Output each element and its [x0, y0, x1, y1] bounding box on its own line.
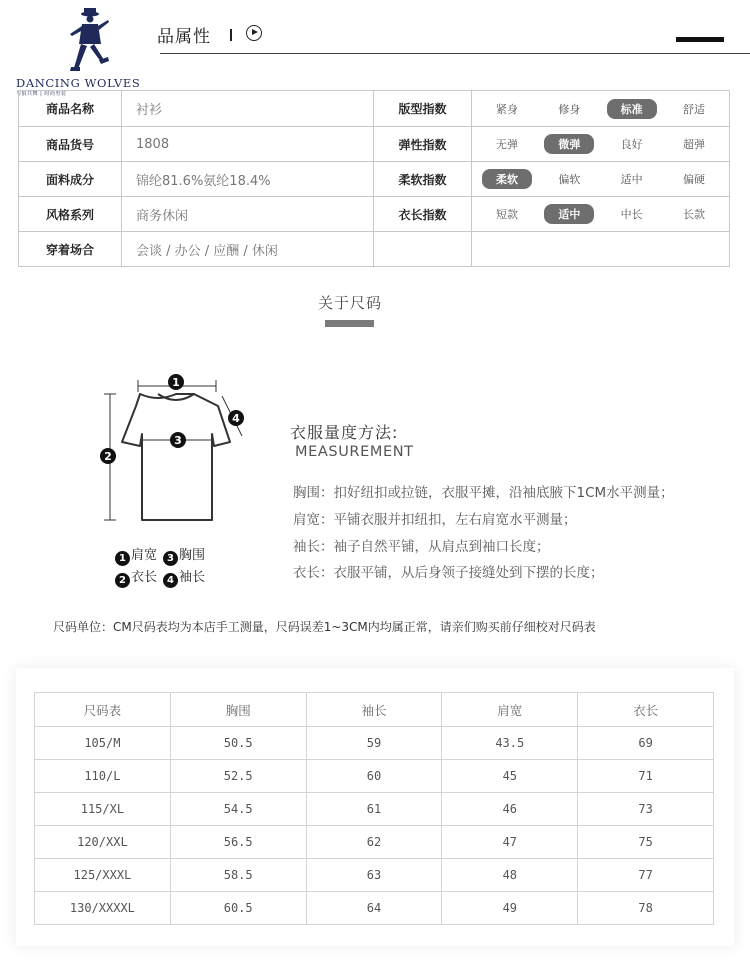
attr-value: 衬衫	[122, 91, 374, 127]
table-row	[35, 760, 714, 793]
attr-row	[19, 232, 730, 267]
diagram-legend-row	[115, 544, 205, 566]
index-option: 长款	[682, 208, 705, 221]
size-cell: 69	[578, 727, 714, 760]
brand-name: DANCING WOLVES	[16, 76, 141, 90]
index-option-selected: 适中	[544, 204, 594, 224]
size-cell: 60.5	[170, 892, 306, 925]
index-option: 超弹	[682, 138, 705, 151]
index-option: 适中	[620, 173, 643, 186]
index-options	[472, 127, 730, 162]
size-cell: 54.5	[170, 793, 306, 826]
index-option: 短款	[496, 208, 518, 221]
tshirt-outline	[122, 394, 230, 520]
attr-row	[19, 162, 730, 197]
size-cell: 71	[578, 760, 714, 793]
legend-number: 1	[115, 551, 130, 566]
attr-key: 风格系列	[19, 197, 122, 232]
measurement-subtitle: MEASUREMENT	[295, 444, 414, 460]
size-chart-header: 胸围	[170, 693, 306, 727]
legend-number: 3	[163, 551, 178, 566]
attr-key: 面料成分	[19, 162, 122, 197]
title-separator	[230, 29, 232, 41]
header-accent-bar	[676, 37, 724, 42]
marker-1	[168, 374, 184, 390]
marker-3	[170, 432, 186, 448]
table-row	[35, 727, 714, 760]
size-cell: 77	[578, 859, 714, 892]
index-options	[472, 197, 730, 232]
attr-row	[19, 127, 730, 162]
legend-label: 肩宽	[131, 548, 158, 563]
size-cell: 78	[578, 892, 714, 925]
measurement-instruction: 袖长：袖子自然平铺，从肩点到袖口长度；	[293, 539, 550, 555]
index-option-selected: 标准	[607, 99, 657, 119]
index-key: 衣长指数	[374, 197, 472, 232]
size-cell: 47	[442, 826, 578, 859]
index-option: 紧身	[496, 102, 518, 116]
index-option-selected: 柔软	[482, 169, 532, 189]
attr-key: 穿着场合	[19, 232, 122, 267]
svg-text:4: 4	[232, 412, 240, 425]
attr-value: 1808	[122, 127, 374, 162]
index-option: 无弹	[496, 138, 518, 151]
svg-text:1: 1	[172, 376, 180, 389]
size-cell: 75	[578, 826, 714, 859]
size-cell: 115/XL	[35, 793, 171, 826]
index-key: 柔软指数	[374, 162, 472, 197]
diagram-legend-row	[115, 566, 205, 588]
size-cell: 110/L	[35, 760, 171, 793]
size-chart-header: 衣长	[578, 693, 714, 727]
size-cell: 60	[306, 760, 442, 793]
play-circle-icon	[246, 25, 262, 41]
svg-text:2: 2	[104, 450, 112, 463]
size-cell: 56.5	[170, 826, 306, 859]
size-chart-header: 尺码表	[35, 693, 171, 727]
section-title-bar	[325, 320, 374, 327]
measurement-title: 衣服量度方法:	[290, 423, 399, 442]
size-cell: 50.5	[170, 727, 306, 760]
attr-key: 商品货号	[19, 127, 122, 162]
legend-label: 胸围	[179, 548, 206, 563]
size-unit-note: 尺码单位：CM尺码表均为本店手工测量，尺码误差1~3CM内均属正常，请亲们购买前仔细校对尺码表	[53, 620, 596, 634]
size-cell: 46	[442, 793, 578, 826]
tshirt-measurement-diagram	[96, 370, 256, 530]
index-options	[472, 91, 730, 127]
legend-label: 袖长	[179, 570, 206, 585]
index-option: 良好	[620, 138, 643, 151]
size-chart-header: 袖长	[306, 693, 442, 727]
size-cell: 48	[442, 859, 578, 892]
product-attributes-table	[18, 90, 730, 267]
attr-value: 商务休闲	[122, 197, 374, 232]
table-row	[35, 859, 714, 892]
size-cell: 125/XXXL	[35, 859, 171, 892]
size-cell: 59	[306, 727, 442, 760]
size-chart-card	[16, 668, 734, 946]
attr-row	[19, 91, 730, 127]
index-option: 中长	[620, 208, 643, 221]
size-cell: 73	[578, 793, 714, 826]
size-cell: 105/M	[35, 727, 171, 760]
index-key: 弹性指数	[374, 127, 472, 162]
size-cell: 61	[306, 793, 442, 826]
index-option: 舒适	[682, 102, 705, 116]
dancing-man-logo-icon	[68, 8, 112, 76]
attr-value: 会谈 / 办公 / 应酬 / 休闲	[122, 232, 374, 267]
size-cell: 62	[306, 826, 442, 859]
empty-cell	[472, 232, 730, 267]
empty-cell	[374, 232, 472, 267]
index-option: 偏硬	[682, 173, 705, 186]
index-options	[472, 162, 730, 197]
marker-2	[100, 448, 116, 464]
attr-key: 商品名称	[19, 91, 122, 127]
size-section-title: 关于尺码	[317, 294, 382, 312]
size-chart-header-row	[35, 693, 714, 727]
index-option: 修身	[558, 102, 581, 116]
size-cell: 64	[306, 892, 442, 925]
table-row	[35, 793, 714, 826]
svg-text:3: 3	[174, 434, 182, 447]
size-cell: 58.5	[170, 859, 306, 892]
header-rule	[160, 53, 750, 54]
legend-label: 衣长	[131, 570, 158, 585]
index-option-selected: 微弹	[544, 134, 594, 154]
measurement-instruction: 衣长：衣服平铺，从后身领子接缝处到下摆的长度；	[293, 565, 604, 581]
size-cell: 130/XXXXL	[35, 892, 171, 925]
brand-logo	[12, 8, 160, 97]
index-option: 偏软	[558, 173, 581, 186]
index-key: 版型指数	[374, 91, 472, 127]
marker-4	[228, 410, 244, 426]
brand-tagline: 与狼共舞 | 时尚男装	[16, 91, 67, 97]
attr-value: 锦纶81.6%氨纶18.4%	[122, 162, 374, 197]
size-cell: 120/XXL	[35, 826, 171, 859]
table-row	[35, 892, 714, 925]
measurement-instruction: 肩宽：平铺衣服并扣纽扣，左右肩宽水平测量；	[293, 512, 577, 528]
page-title: 品属性	[157, 27, 211, 47]
size-cell: 49	[442, 892, 578, 925]
size-cell: 52.5	[170, 760, 306, 793]
size-cell: 63	[306, 859, 442, 892]
table-row	[35, 826, 714, 859]
measurement-instruction: 胸围：扣好纽扣或拉链，衣服平摊，沿袖底腋下1CM水平测量；	[293, 485, 674, 501]
attr-row	[19, 197, 730, 232]
size-cell: 43.5	[442, 727, 578, 760]
legend-number: 4	[163, 573, 178, 588]
size-cell: 45	[442, 760, 578, 793]
size-chart-table	[34, 692, 714, 925]
legend-number: 2	[115, 573, 130, 588]
size-chart-header: 肩宽	[442, 693, 578, 727]
